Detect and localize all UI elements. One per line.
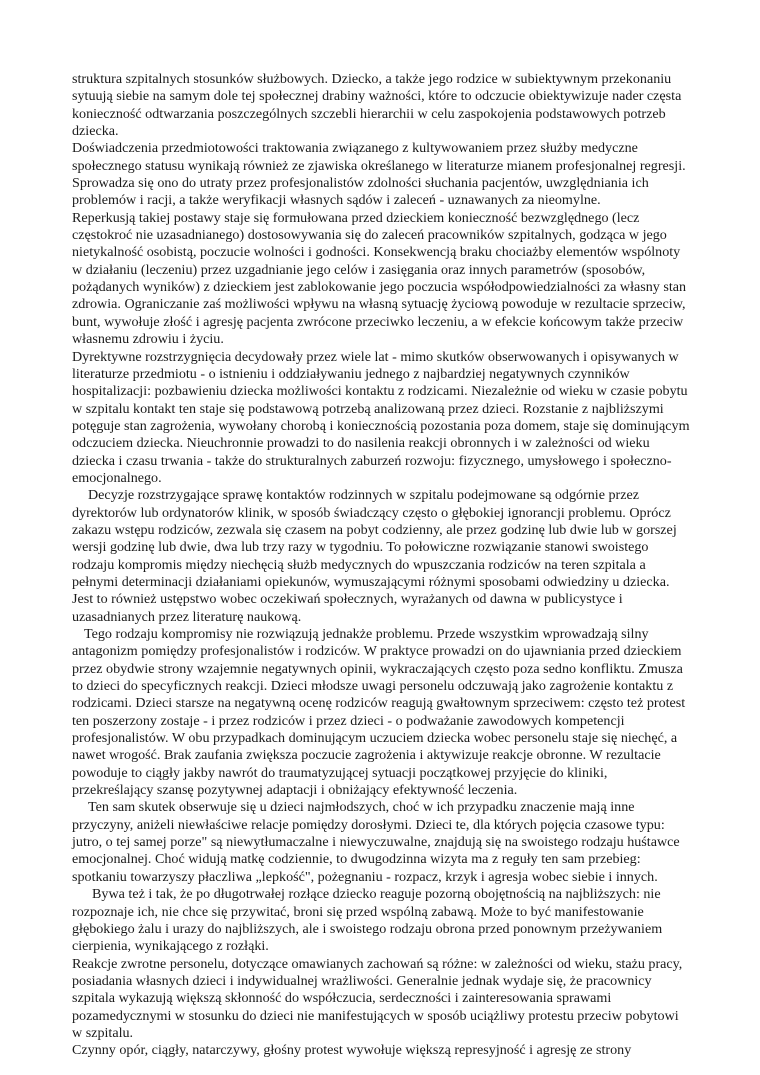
paragraph-directive-decisions: Dyrektywne rozstrzygnięcia decydowały przez wiele lat - mimo skutków obserwowanych i opisywanych w literaturze przedmiotu - o istnieniu i oddziaływaniu jednego z najbardziej negatywnych czynników hospitalizacji: pozbawieniu dziecka możliwości kontaktu z rodzicami. Niezależnie od wieku w czasie pobytu w szpitalu kontakt ten staje się podstawową potrzebą analizowaną przez dzieci. Rozstanie z najbliższymi potęguje stan zagrożenia, wywołany chorobą i koniecznością pozostania poza domem, staje się dominującym odczuciem dziecka. Nieuchronnie prowadzi to do nasilenia reakcji obronnych i w zależności od wieku dziecka i czasu trwania - także do strukturalnych zaburzeń rozwoju: fizycznego, umysłowego i społeczno-emocjonalnego. <box>72 348 690 486</box>
paragraph-visiting-decisions: Decyzje rozstrzygające sprawę kontaktów rodzinnych w szpitalu podejmowane są odgórnie przez dyrektorów lub ordynatorów klinik, w sposób świadczący często o głębokiej ignorancji problemu. Oprócz zakazu wstępu rodziców, zezwala się czasem na pobyt codzienny, ale przez godzinę lub dwie lub w gorszej wersji godzinę lub dwie, dwa lub trzy razy w tygodniu. To połowiczne rozwiązanie stanowi swoistego rodzaju kompromis między niechęcią służb medycznych do wpuszczania rodziców na teren szpitala a pełnymi determinacji działaniami opiekunów, wymuszającymi różnymi sposobami odwiedziny u dziecka. Jest to również ustępstwo wobec oczekiwań społecznych, wyrażanych od dawna w publicystyce i uzasadnianych przez literaturę naukową. <box>72 487 677 625</box>
paragraph-repercussion: Reperkusją takiej postawy staje się formułowana przed dzieckiem konieczność bezwzględnego (lecz częstokroć nie uzasadnianego) dostosowywania się do zaleceń pracowników szpitalnych, godząca w jego nietykalność osobistą, poczucie wolności i godności. Konsekwencją braku chociażby elementów wspólnoty w działaniu (leczeniu) przez uzgadnianie jego celów i zasięgania oraz innych parametrów (sposobów, pożądanych wyników) z dzieckiem jest zablokowanie jego poczucia współodpowiedzialności za własny stan zdrowia. Ograniczanie zaś możliwości wpływu na własną sytuację życiową powoduje w rezultacie sprzeciw, bunt, wywołuje złość i agresję pacjenta zwrócone przeciwko leczeniu, a w efekcie końcowym także przeciw własnemu zdrowiu i życiu. <box>72 209 687 348</box>
paragraph-youngest-children: Ten sam skutek obserwuje się u dzieci najmłodszych, choć w ich przypadku znaczenie mają inne przyczyny, aniżeli niewłaściwe relacje pomiędzy dorosłymi. Dzieci te, dla których pojęcia czasowe typu: jutro, o tej samej porze" są niewytłumaczalne i niewyczuwalne, znajdują się na swoistego rodzaju huśtawce emocjonalnej. Choć widują matkę codziennie, to dwugodzinna wizyta ma z reguły ten sam przebieg: spotkaniu towarzyszy płaczliwa „lepkość", pożegnaniu - rozpacz, krzyk i agresja wobec siebie i innych. <box>72 799 680 885</box>
paragraph-regression: Doświadczenia przedmiotowości traktowania związanego z kultywowaniem przez służby medyczne społecznego statusu wynikają również ze zjawiska określanego w literaturze mianem profesjonalnej regresji. Sprowadza się ono do utraty przez profesjonalistów zdolności słuchania pacjentów, uwzględniania ich problemów i racji, a także weryfikacji własnych sądów i zaleceń - uznawanych za nieomylne. <box>72 140 686 209</box>
document-page <box>72 71 692 1060</box>
paragraph-indifference: Bywa też i tak, że po długotrwałej rozłące dziecko reaguje pozorną obojętnością na najbliższych: nie rozpoznaje ich, nie chce się przywitać, broni się przed wspólną zabawą. Może to być manifestowanie głębokiego żalu i urazy do najbliższych, ale i swoistego rodzaju obrona przed ponownym przeżywaniem cierpienia, wynikającego z rozłąki. <box>72 886 663 955</box>
paragraph-active-resistance: Czynny opór, ciągły, natarczywy, głośny protest wywołuje większą represyjność i agresję ze strony <box>72 1042 632 1059</box>
paragraph-hierarchy: struktura szpitalnych stosunków służbowych. Dziecko, a także jego rodzice w subiektywnym przekonaniu sytuują siebie na samym dole tej społecznej drabiny ważności, które to odczucie obiektywizuje nader częsta konieczność odtwarzania poszczególnych szczebli hierarchii w celu zaspokojenia podstawowych potrzeb dziecka. <box>72 71 682 140</box>
paragraph-compromises: Tego rodzaju kompromisy nie rozwiązują jednakże problemu. Przede wszystkim wprowadzają silny antagonizm pomiędzy profesjonalistów i rodziców. W praktyce prowadzi on do ujawniania przed dzieckiem przez obydwie strony wzajemnie negatywnych opinii, wykraczających często poza sedno konfliktu. Zmusza to dzieci do specyficznych reakcji. Dzieci młodsze uwagi personelu odczuwają jako zagrożenie kontaktu z rodzicami. Dzieci starsze na negatywną ocenę rodziców reagują gwałtownym sprzeciwem: często też protest ten poszerzony zostaje - i przez rodziców i przez dzieci - o podważanie zawodowych kompetencji profesjonalistów. W obu przypadkach dominującym uczuciem dziecka wobec personelu staje się niechęć, a nawet wrogość. Brak zaufania zwiększa poczucie zagrożenia i aktywizuje reakcje obronne. W rezultacie powoduje to ciągły jakby nawrót do traumatyzującej sytuacji początkowej przyjęcie do kliniki, przekreślający szansę pozytywnej adaptacji i obniżający efektywność leczenia. <box>72 626 686 799</box>
paragraph-staff-reactions: Reakcje zwrotne personelu, dotyczące omawianych zachowań są różne: w zależności od wieku, stażu pracy, posiadania własnych dzieci i indywidualnej wrażliwości. Generalnie jednak wydaje się, że pracownicy szpitala wykazują większą skłonność do współczucia, serdeczności i zainteresowania sprawami pozamedycznymi w stosunku do dzieci nie manifestujących w sposób uciążliwy protestu przeciw pobytowi w szpitalu. <box>72 955 683 1041</box>
